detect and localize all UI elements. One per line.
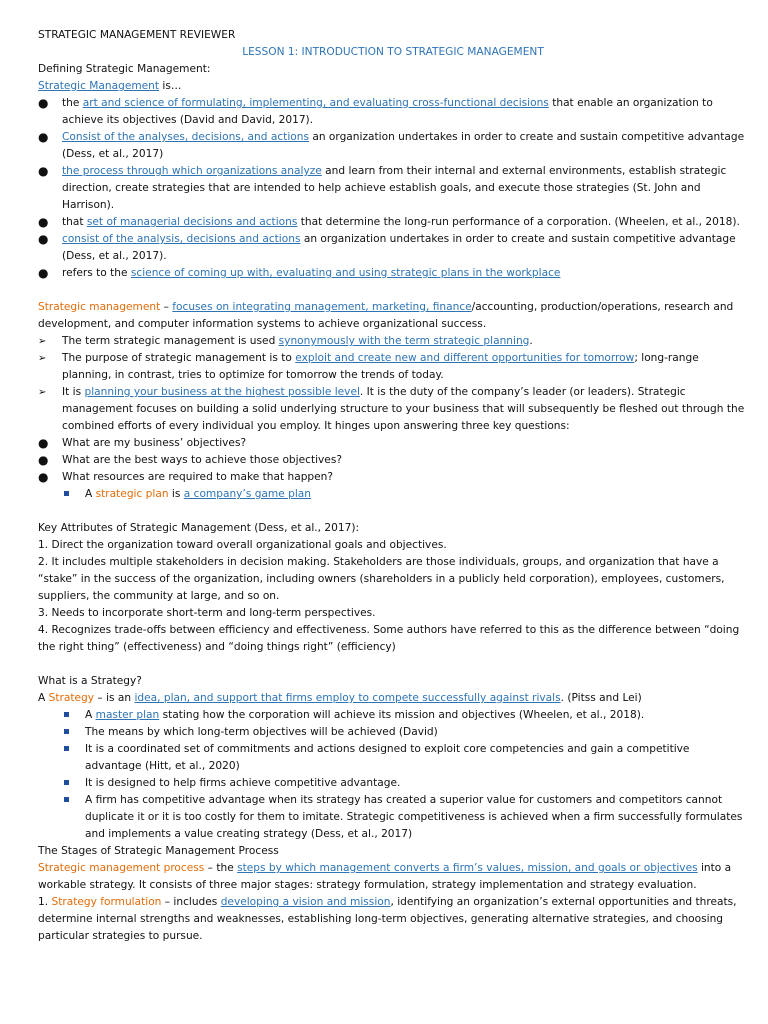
strategy-item: A master plan stating how the corporation will achieve its mission and objectives (Wheelen, et al., 2018).: [38, 707, 748, 724]
bullet-dot-icon: ●: [38, 266, 49, 280]
square-bullet-icon: [64, 712, 69, 717]
definition-item: ● the process through which organizations analyze and learn from their internal and external environments, establish strategic direction, create strategies that are intended to help achieve establish goals, and execute those strategies (St. John and Harrison).: [38, 164, 727, 211]
definition-item: ● consist of the analysis, decisions and actions an organization undertakes in order to create and sustain competitive advantage (Dess, et al., 2017).: [38, 232, 736, 262]
bullet-dot-icon: ●: [38, 453, 49, 467]
vision-mission-link[interactable]: developing a vision and mission: [220, 896, 391, 908]
arrow-link[interactable]: exploit and create new and different opportunities for tomorrow: [295, 352, 635, 364]
definition-link[interactable]: Consist of the analyses, decisions, and actions: [62, 131, 309, 143]
section-heading-stages: The Stages of Strategic Management Process: [38, 845, 279, 857]
arrow-item: ➢ The purpose of strategic management is to exploit and create new and different opportunities for tomorrow; long-range planning, in contrast, tries to optimize for tomorrow the trends of today.: [38, 352, 699, 381]
term-strategic-plan: strategic plan: [95, 488, 169, 500]
arrow-bullet-icon: ➢: [38, 336, 47, 347]
strategic-plan-item: A strategic plan is a company’s game plan: [38, 486, 748, 503]
bullet-dot-icon: ●: [38, 436, 49, 450]
master-plan-link[interactable]: master plan: [95, 709, 160, 721]
square-bullet-icon: [64, 491, 69, 496]
arrow-list: [38, 333, 748, 435]
strategy-list: [38, 707, 748, 843]
attribute-item: 3. Needs to incorporate short-term and long-term perspectives.: [38, 607, 376, 619]
strategy-item: The means by which long-term objectives will be achieved (David): [38, 724, 748, 741]
bullet-dot-icon: ●: [38, 470, 49, 484]
term-strategic-management[interactable]: Strategic Management: [38, 80, 160, 92]
lesson-title: LESSON 1: INTRODUCTION TO STRATEGIC MANAGEMENT: [242, 46, 544, 58]
strategy-link[interactable]: idea, plan, and support that firms employ to compete successfully against rivals: [134, 692, 561, 704]
section-heading-defining: Defining Strategic Management:: [38, 63, 211, 75]
intro-line: Strategic Management is…: [38, 80, 182, 92]
section-heading-attributes: Key Attributes of Strategic Management (Dess, et al., 2017):: [38, 522, 360, 534]
stage-item-formulation: 1. Strategy formulation – includes developing a vision and mission, identifying an organization’s external opportunities and threats, determine internal strengths and weaknesses, establishing long-term objectives, generating alternative strategies, and choosing particular strategies to pursue.: [38, 896, 737, 942]
square-bullet-icon: [64, 797, 69, 802]
square-bullet-icon: [64, 729, 69, 734]
focus-paragraph: Strategic management – focuses on integrating management, marketing, finance/accounting, production/operations, research and development, and computer information systems to achieve organizational success.: [38, 301, 734, 330]
definition-item: ● Consist of the analyses, decisions, and actions an organization undertakes in order to create and sustain competitive advantage (Dess, et al., 2017): [38, 130, 745, 160]
question-list: [38, 435, 748, 503]
term-strategic-management-2: Strategic management: [38, 301, 161, 313]
definition-link[interactable]: the process through which organizations analyze: [62, 165, 322, 177]
attribute-item: 2. It includes multiple stakeholders in decision making. Stakeholders are those individuals, groups, and organization that have a “stake” in the success of the organization, including owners (shareholders in a publicly held corporation), employees, customers, suppliers, the community at large, and so on.: [38, 556, 725, 602]
strategy-definition: A Strategy – is an idea, plan, and support that firms employ to compete successfully against rivals. (Pitss and Lei): [38, 692, 642, 704]
bullet-dot-icon: ●: [38, 96, 49, 110]
strategy-item: It is a coordinated set of commitments and actions designed to exploit core competencies and gain a competitive advantage (Hitt, et al., 2020): [38, 741, 748, 775]
strategy-item: A firm has competitive advantage when its strategy has created a superior value for customers and competitors cannot duplicate it or it is too costly for them to imitate. Strategic competitiveness is achieved when a firm successfully formulates and implements a value creating strategy (Dess, et al., 2017): [38, 792, 748, 843]
definition-item: ● the art and science of formulating, implementing, and evaluating cross-functional decisions that enable an organization to achieve its objectives (David and David, 2017).: [38, 96, 713, 126]
attribute-item: 1. Direct the organization toward overall organizational goals and objectives.: [38, 539, 447, 551]
bullet-dot-icon: ●: [38, 232, 49, 246]
square-bullet-icon: [64, 746, 69, 751]
bullet-dot-icon: ●: [38, 215, 49, 229]
question-item: ● What are my business’ objectives?: [38, 436, 247, 450]
definition-link[interactable]: set of managerial decisions and actions: [86, 216, 298, 228]
term-formulation: Strategy formulation: [51, 896, 162, 908]
arrow-item: ➢ The term strategic management is used synonymously with the term strategic planning.: [38, 333, 748, 350]
focus-link[interactable]: focuses on integrating management, marketing, finance: [172, 301, 472, 313]
bullet-dot-icon: ●: [38, 130, 49, 144]
game-plan-link[interactable]: a company’s game plan: [183, 488, 311, 500]
definition-item: ● refers to the science of coming up with, evaluating and using strategic plans in the workplace: [38, 266, 561, 280]
term-strategy: Strategy: [48, 692, 95, 704]
question-item: ● What are the best ways to achieve those objectives?: [38, 453, 342, 467]
document-title: STRATEGIC MANAGEMENT REVIEWER: [38, 29, 236, 41]
definition-link[interactable]: consist of the analysis, decisions and actions: [62, 233, 301, 245]
arrow-link[interactable]: synonymously with the term strategic planning: [278, 335, 530, 347]
definition-list: [38, 95, 748, 282]
bullet-dot-icon: ●: [38, 164, 49, 178]
process-definition: Strategic management process – the steps by which management converts a firm’s values, mission, and goals or objectives into a workable strategy. It consists of three major stages: strategy formulation, strategy implementation and strategy evaluation.: [38, 862, 732, 891]
square-bullet-icon: [64, 780, 69, 785]
definition-link[interactable]: science of coming up with, evaluating and using strategic plans in the workplace: [130, 267, 561, 279]
definition-link[interactable]: art and science of formulating, implementing, and evaluating cross-functional decisions: [82, 97, 549, 109]
question-item: ● What resources are required to make that happen?: [38, 470, 334, 484]
arrow-link[interactable]: planning your business at the highest possible level: [84, 386, 360, 398]
definition-item: ● that set of managerial decisions and actions that determine the long-run performance of a corporation. (Wheelen, et al., 2018).: [38, 215, 740, 229]
attribute-item: 4. Recognizes trade-offs between efficiency and effectiveness. Some authors have referred to this as the difference between “doing the right thing” (effectiveness) and “doing things right” (efficiency): [38, 624, 740, 653]
process-link[interactable]: steps by which management converts a firm’s values, mission, and goals or objectives: [237, 862, 698, 874]
term-process: Strategic management process: [38, 862, 205, 874]
arrow-bullet-icon: ➢: [38, 353, 47, 364]
arrow-item: ➢ It is planning your business at the highest possible level. It is the duty of the company’s leader (or leaders). Strategic management focuses on building a solid underlying structure to your business that will subsequently be fleshed out through the combined efforts of every individual you employ. It hinges upon answering three key questions:: [38, 386, 745, 432]
arrow-bullet-icon: ➢: [38, 387, 47, 398]
section-heading-strategy: What is a Strategy?: [38, 675, 142, 687]
strategy-item: It is designed to help firms achieve competitive advantage.: [38, 775, 748, 792]
